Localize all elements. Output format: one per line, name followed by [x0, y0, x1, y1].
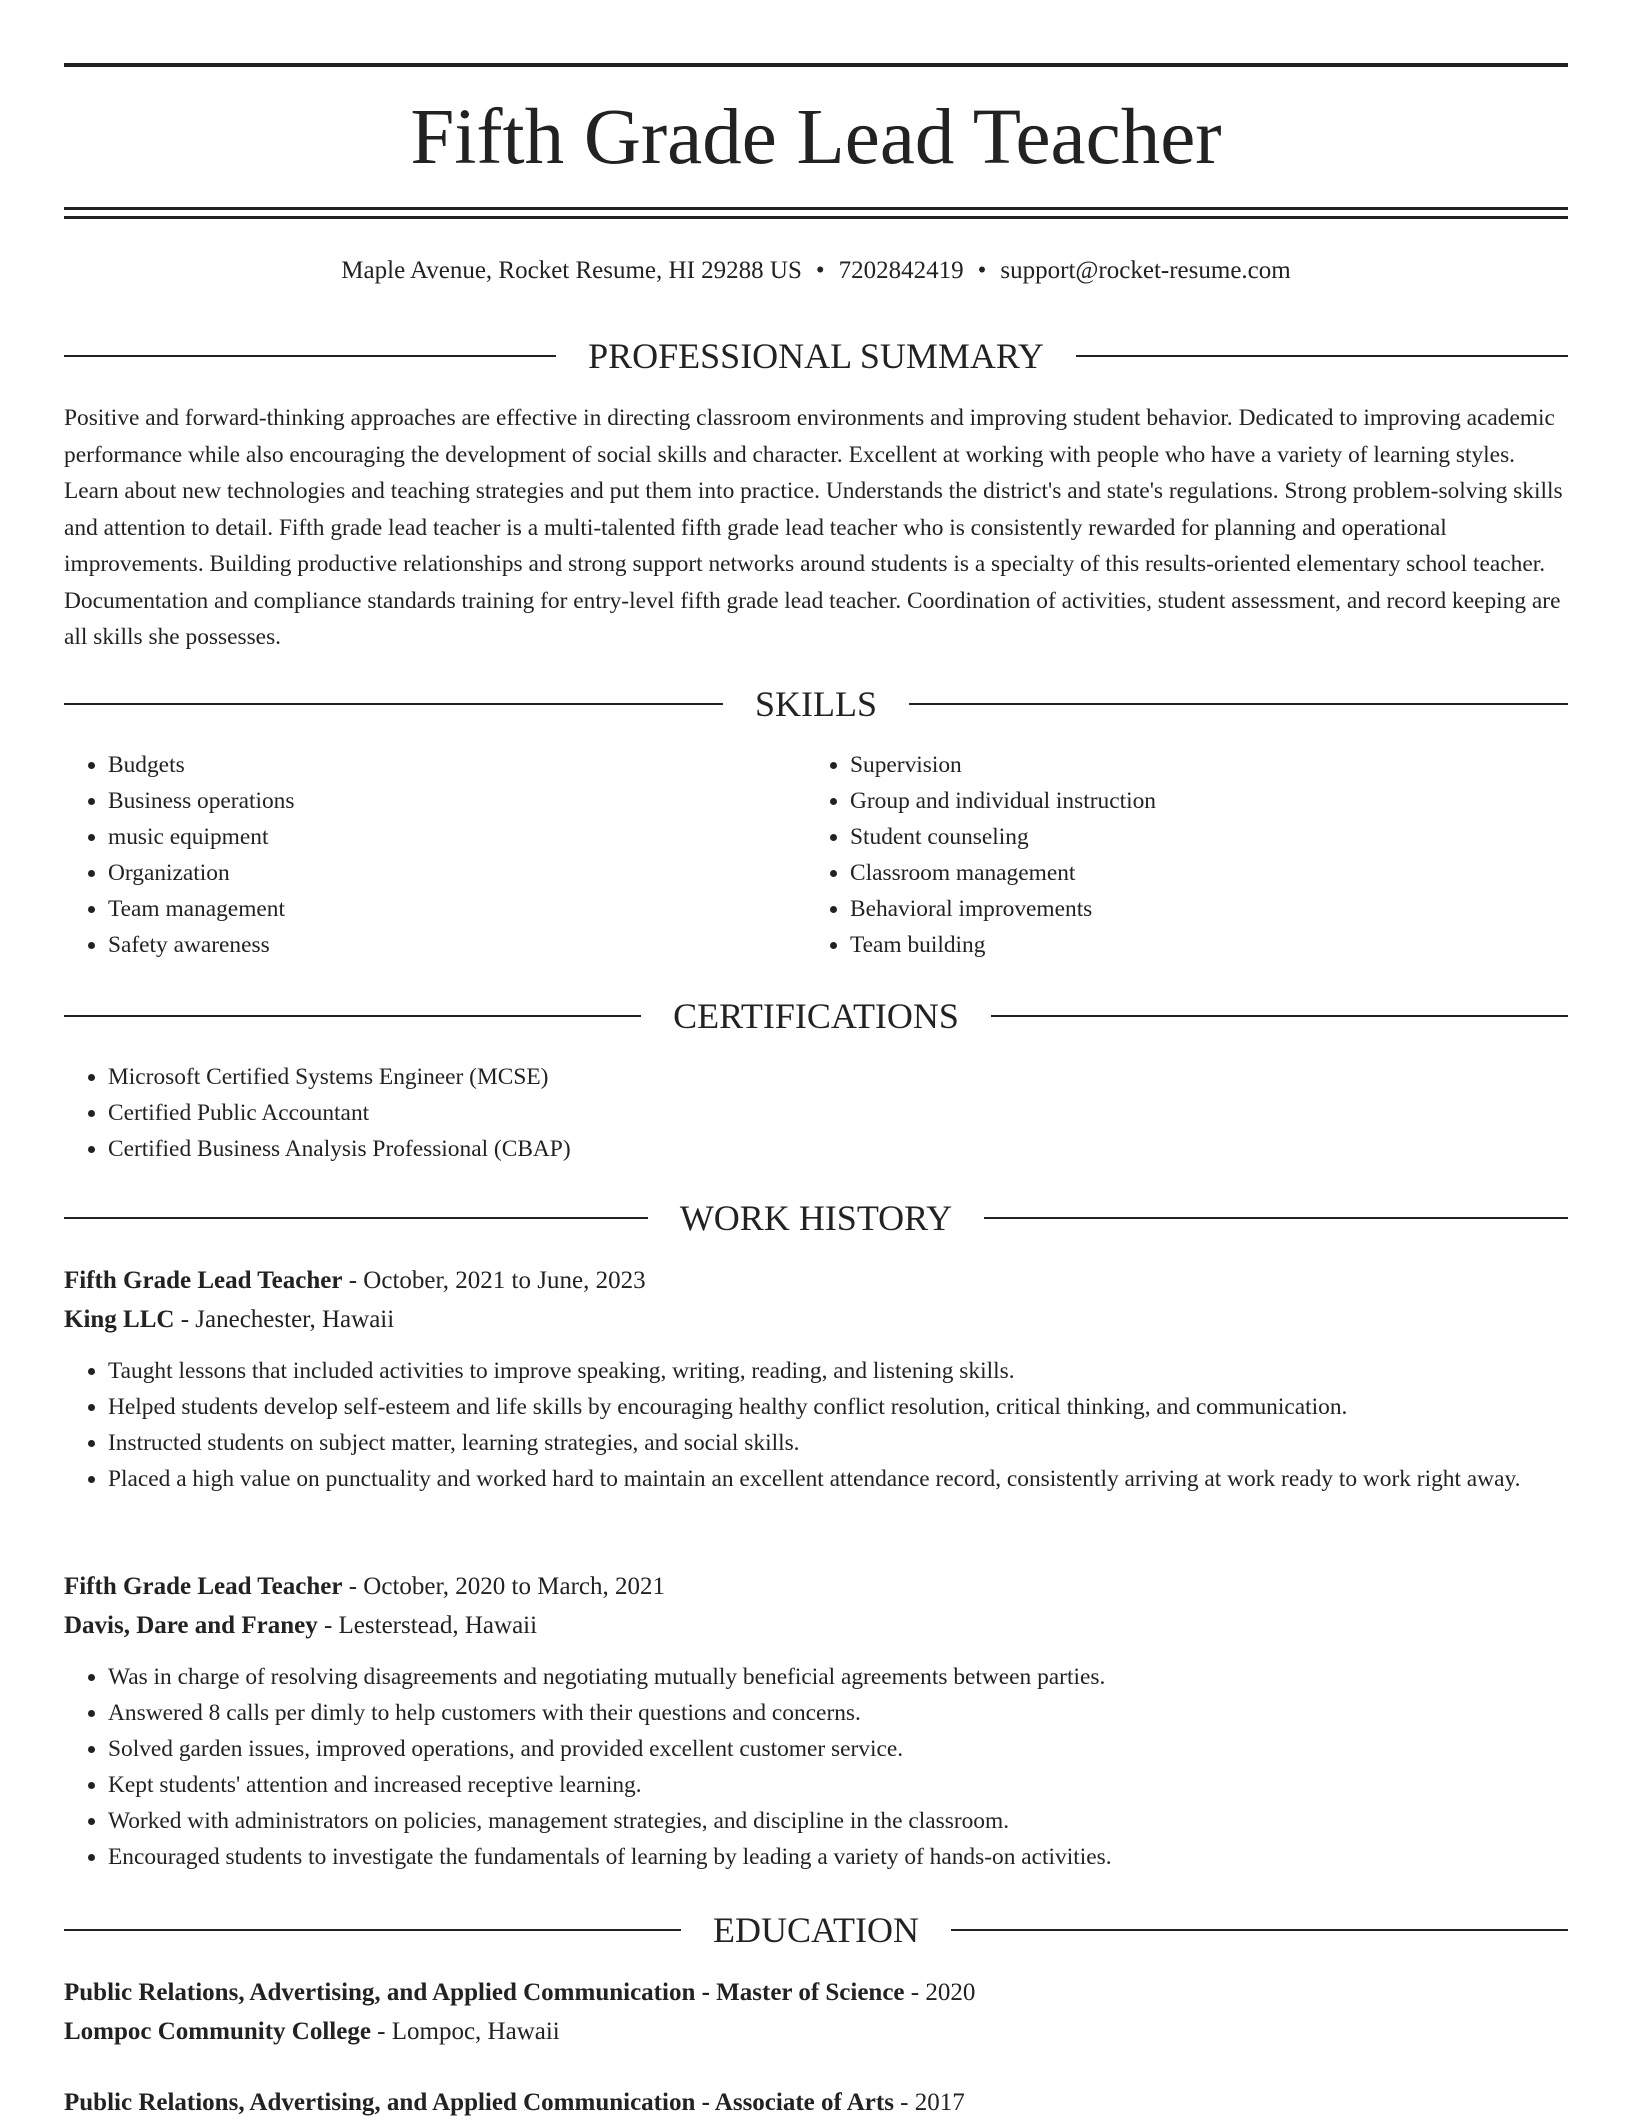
contact-separator: •: [977, 257, 987, 284]
education-school-line: [64, 2012, 1568, 2051]
skills-list: [64, 747, 1568, 963]
education-year: - 2020: [904, 1979, 976, 2006]
section-divider: [984, 1217, 1568, 1219]
education-degree-line: [64, 1973, 1568, 2012]
job-bullet: • Helped students develop self-esteem and life skills by encouraging healthy conflict resolution, critical thinking, and communication.: [108, 1389, 1568, 1425]
skill-item: • Student counseling: [850, 819, 1548, 855]
skill-item: • Organization: [108, 855, 806, 891]
section-divider: [64, 1929, 681, 1931]
job-title-line: [64, 1261, 1568, 1300]
job-company-line: [64, 1300, 1568, 1339]
education-location: - Lompoc, Hawaii: [370, 2018, 560, 2045]
section-title: EDUCATION: [713, 1910, 919, 1950]
job-company-line: [64, 1606, 1568, 1645]
section-title: CERTIFICATIONS: [673, 996, 959, 1036]
job-location: - Lesterstead, Hawaii: [317, 1612, 538, 1639]
contact-line: [64, 254, 1568, 288]
job-title: Fifth Grade Lead Teacher: [64, 1267, 343, 1294]
job-bullet: • Was in charge of resolving disagreements and negotiating mutually beneficial agreements between parties.: [108, 1659, 1568, 1695]
education-degree: Public Relations, Advertising, and Applied Communication - Master of Science: [64, 1979, 905, 2006]
job-entry: [64, 1567, 1568, 1875]
education-entry: [64, 2083, 1568, 2122]
job-title: Fifth Grade Lead Teacher: [64, 1573, 343, 1600]
education-degree-line: [64, 2083, 1568, 2122]
skill-item: • Safety awareness: [108, 927, 806, 963]
job-bullets: [64, 1659, 1568, 1875]
section-divider: [64, 1217, 648, 1219]
certifications-list: [64, 1059, 1568, 1167]
certification-item: • Microsoft Certified Systems Engineer (MCSE): [108, 1059, 1568, 1095]
skill-item: • Team building: [850, 927, 1548, 963]
job-bullet: • Instructed students on subject matter, learning strategies, and social skills.: [108, 1425, 1568, 1461]
section-divider: [64, 1015, 641, 1017]
skill-item: • Budgets: [108, 747, 806, 783]
job-company: Davis, Dare and Franey: [64, 1612, 318, 1639]
section-title: SKILLS: [755, 684, 878, 724]
job-bullet: • Taught lessons that included activities to improve speaking, writing, reading, and listening skills.: [108, 1353, 1568, 1389]
section-title: WORK HISTORY: [679, 1198, 953, 1238]
section-divider: [64, 355, 556, 357]
education-year: - 2017: [893, 2089, 965, 2116]
section-divider: [951, 1929, 1568, 1931]
section-heading-skills: [64, 682, 1568, 726]
job-title-line: [64, 1567, 1568, 1606]
header-double-rule-lower: [64, 216, 1568, 219]
job-bullet: • Encouraged students to investigate the fundamentals of learning by leading a variety of hands-on activities.: [108, 1839, 1568, 1875]
job-entry: [64, 1261, 1568, 1497]
header-top-rule: [64, 63, 1568, 67]
skill-item: • Business operations: [108, 783, 806, 819]
skill-item: • Team management: [108, 891, 806, 927]
section-divider: [64, 703, 723, 705]
job-dates: - October, 2021 to June, 2023: [342, 1267, 646, 1294]
education-degree: Public Relations, Advertising, and Applied Communication - Associate of Arts: [64, 2089, 894, 2116]
job-bullet: • Placed a high value on punctuality and worked hard to maintain an excellent attendance record, consistently arriving at work ready to work right away.: [108, 1461, 1568, 1497]
job-location: - Janechester, Hawaii: [174, 1306, 395, 1333]
education-entry: [64, 1973, 1568, 2051]
job-bullet: • Kept students' attention and increased receptive learning.: [108, 1767, 1568, 1803]
job-bullets: [64, 1353, 1568, 1497]
contact-phone: 7202842419: [838, 257, 964, 284]
job-bullet: • Worked with administrators on policies, management strategies, and discipline in the classroom.: [108, 1803, 1568, 1839]
section-divider: [1076, 355, 1568, 357]
section-heading-education: [64, 1908, 1568, 1952]
skill-item: • Behavioral improvements: [850, 891, 1548, 927]
job-company: King LLC: [64, 1306, 175, 1333]
skills-column-right: [806, 747, 1548, 963]
section-heading-summary: [64, 334, 1568, 378]
contact-address: Maple Avenue, Rocket Resume, HI 29288 US: [341, 257, 802, 284]
section-heading-work-history: [64, 1196, 1568, 1240]
header-double-rule-upper: [64, 207, 1568, 210]
section-divider: [909, 703, 1568, 705]
contact-email: support@rocket-resume.com: [1000, 257, 1291, 284]
job-bullet: • Solved garden issues, improved operations, and provided excellent customer service.: [108, 1731, 1568, 1767]
section-divider: [991, 1015, 1568, 1017]
skill-item: • Supervision: [850, 747, 1548, 783]
contact-separator: •: [815, 257, 825, 284]
section-heading-certifications: [64, 994, 1568, 1038]
skill-item: • music equipment: [108, 819, 806, 855]
job-bullet: • Answered 8 calls per dimly to help customers with their questions and concerns.: [108, 1695, 1568, 1731]
skills-column-left: [64, 747, 806, 963]
summary-paragraph: Positive and forward-thinking approaches are effective in directing classroom environments and improving student behavior. Dedicated to improving academic performance while also encouraging the development of social skills and character. Excellent at working with people who have a variety of learning styles. Learn about new technologies and teaching strategies and put them into practice. Understands the district's and state's regulations. Strong problem-solving skills and attention to detail. Fifth grade lead teacher is a multi-talented fifth grade lead teacher who is consistently rewarded for planning and operational improvements. Building productive relationships and strong support networks around students is a specialty of this results-oriented elementary school teacher. Documentation and compliance standards training for entry-level fifth grade lead teacher. Coordination of activities, student assessment, and record keeping are all skills she possesses.: [64, 405, 1563, 650]
certification-item: • Certified Business Analysis Professional (CBAP): [108, 1131, 1568, 1167]
section-title: PROFESSIONAL SUMMARY: [588, 336, 1044, 376]
job-dates: - October, 2020 to March, 2021: [342, 1573, 666, 1600]
skill-item: • Group and individual instruction: [850, 783, 1548, 819]
skill-item: • Classroom management: [850, 855, 1548, 891]
certification-item: • Certified Public Accountant: [108, 1095, 1568, 1131]
education-school: Lompoc Community College: [64, 2018, 371, 2045]
resume-title: Fifth Grade Lead Teacher: [410, 94, 1222, 181]
